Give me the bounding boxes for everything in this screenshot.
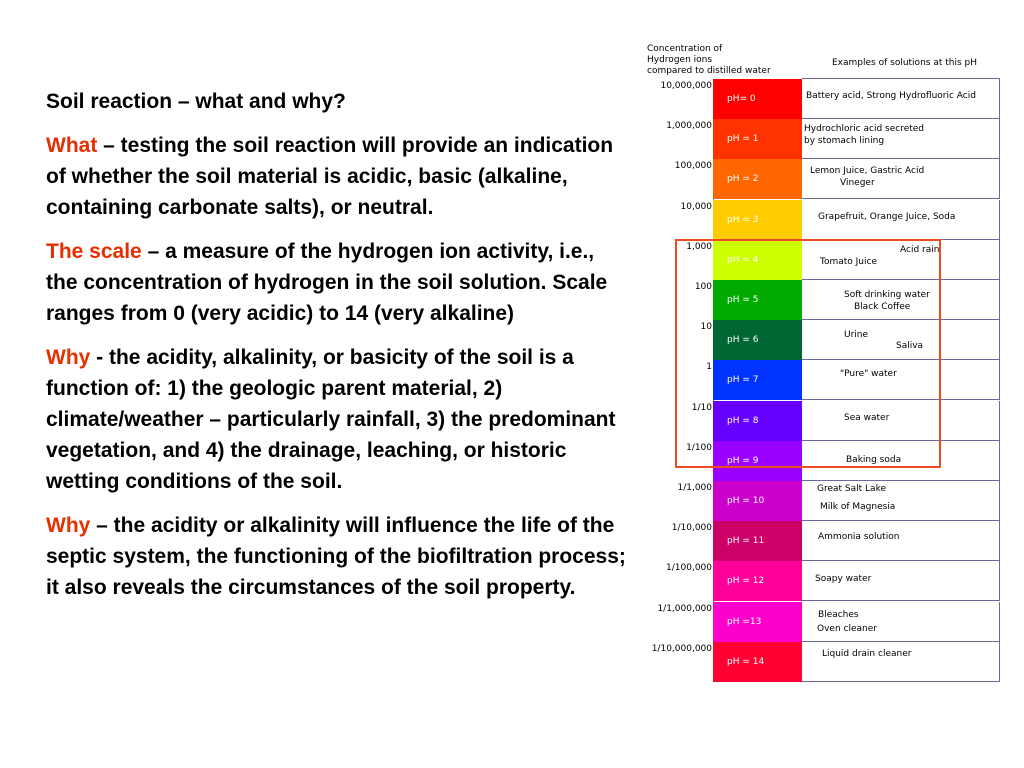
concentration-label: 1/100,000	[666, 563, 712, 574]
examples-cell	[802, 159, 1000, 199]
concentration-header-line: Concentration of	[647, 44, 723, 54]
ph-swatch: pH = 12	[713, 561, 802, 601]
example-text: Great Salt Lake	[817, 484, 886, 494]
example-text: Tomato Juice	[820, 256, 877, 267]
example-text: Black Coffee	[854, 302, 911, 312]
concentration-label: 1/1,000,000	[657, 603, 712, 614]
concentration-label: 1,000,000	[666, 121, 712, 132]
slide-heading: Soil reaction – what and why?	[46, 90, 346, 113]
examples-cell	[802, 602, 1000, 642]
ph-row	[640, 602, 1010, 642]
example-text: Baking soda	[846, 454, 902, 465]
ph-swatch: pH = 5	[713, 280, 802, 320]
examples-header: Examples of solutions at this pH	[832, 58, 977, 68]
example-text: Grapefruit, Orange Juice, Soda	[818, 211, 956, 222]
example-text: Battery acid, Strong Hydrofluoric Acid	[806, 91, 976, 101]
example-text: Hydrochloric acid secreted	[804, 124, 925, 135]
concentration-label: 100,000	[674, 161, 712, 172]
scale-paragraph	[46, 236, 626, 329]
examples-cell	[802, 119, 1000, 159]
ph-swatch: pH = 11	[713, 521, 802, 561]
concentration-label: 1/100	[686, 442, 712, 453]
ph-swatch: pH = 7	[713, 360, 802, 400]
concentration-header-line: compared to distilled water	[647, 66, 771, 76]
concentration-label: 1,000	[686, 241, 712, 252]
ph-swatch: pH = 2	[713, 159, 802, 199]
highlight-box	[675, 239, 941, 468]
concentration-label: 1/10	[691, 402, 712, 413]
what-paragraph	[46, 130, 626, 223]
ph-row	[640, 200, 1010, 240]
scale-lead: The scale	[46, 240, 142, 263]
what-text: – testing the soil reaction will provide an indication of whether the soil material is acidic, basic (alkaline, containing carbonate salts), or neutral.	[46, 134, 614, 219]
examples-cell	[802, 481, 1000, 521]
example-text: Lemon Juice, Gastric Acid	[810, 166, 925, 177]
example-text: Soapy water	[815, 574, 872, 585]
ph-swatch: pH = 1	[713, 119, 802, 159]
example-text: Oven cleaner	[817, 623, 877, 634]
ph-swatch: pH = 9	[713, 441, 802, 481]
concentration-header-line: Hydrogen ions	[647, 55, 713, 65]
concentration-label: 1/10,000	[671, 523, 712, 534]
example-text: Acid rain	[900, 244, 940, 255]
concentration-label: 10,000	[680, 201, 712, 212]
example-text: Urine	[844, 330, 869, 341]
concentration-header	[647, 44, 807, 77]
ph-swatch: pH = 8	[713, 401, 802, 441]
example-text: Vineger	[840, 178, 875, 189]
example-text: Saliva	[896, 341, 924, 352]
ph-row	[640, 521, 1010, 561]
concentration-label: 1/10,000,000	[651, 643, 712, 654]
why-lead-1: Why	[46, 346, 91, 369]
ph-swatch: pH =13	[713, 602, 802, 642]
concentration-label: 10,000,000	[660, 81, 712, 91]
example-text: "Pure" water	[840, 369, 897, 380]
scale-text: – a measure of the hydrogen ion activity, i.e., the concentration of hydrogen in the soil solution. Scale ranges from 0 (very acidic) to 14 (very alkaline)	[46, 240, 608, 325]
examples-cell	[802, 521, 1000, 561]
example-text: by stomach lining	[804, 136, 885, 147]
why-paragraph-2	[46, 510, 626, 603]
ph-swatch: pH = 6	[713, 320, 802, 360]
example-text: Liquid drain cleaner	[822, 648, 912, 659]
examples-cell	[802, 79, 1000, 119]
ph-swatch: pH = 4	[713, 240, 802, 280]
example-text: Bleaches	[818, 609, 859, 620]
ph-row	[640, 119, 1010, 159]
example-text: Milk of Magnesia	[820, 502, 896, 512]
ph-row	[640, 481, 1010, 521]
ph-row	[640, 642, 1010, 682]
concentration-label: 1/1,000	[677, 483, 712, 493]
ph-row	[640, 79, 1010, 119]
concentration-label: 100	[694, 282, 712, 292]
why-lead-2: Why	[46, 514, 91, 537]
why-paragraph-1	[46, 342, 626, 497]
example-text: Ammonia solution	[818, 532, 900, 543]
example-text: Soft drinking water	[844, 290, 930, 300]
concentration-label: 10	[700, 322, 712, 333]
ph-swatch: pH = 10	[713, 481, 802, 521]
examples-cell	[802, 561, 1000, 601]
why-text-1: - the acidity, alkalinity, or basicity of the soil is a function of: 1) the geologic parent material, 2) climate/weather – particularly rainfall, 3) the predominant vegetation, and 4) the drainage, leaching, or historic wetting conditions of the soil.	[46, 346, 616, 493]
ph-swatch: pH = 14	[713, 642, 802, 682]
why-text-2: – the acidity or alkalinity will influence the life of the septic system, the functioning of the biofiltration process; it also reveals the circumstances of the soil property.	[46, 514, 626, 599]
slide-text	[46, 86, 626, 616]
example-text: Sea water	[844, 412, 890, 423]
ph-scale-chart	[640, 40, 1010, 700]
ph-row	[640, 561, 1010, 601]
what-lead: What	[46, 134, 98, 157]
ph-row	[640, 159, 1010, 199]
concentration-label: 1	[706, 362, 712, 373]
ph-swatch: pH = 3	[713, 200, 802, 240]
ph-swatch: pH= 0	[713, 79, 802, 119]
examples-cell	[802, 200, 1000, 240]
examples-cell	[802, 642, 1000, 682]
